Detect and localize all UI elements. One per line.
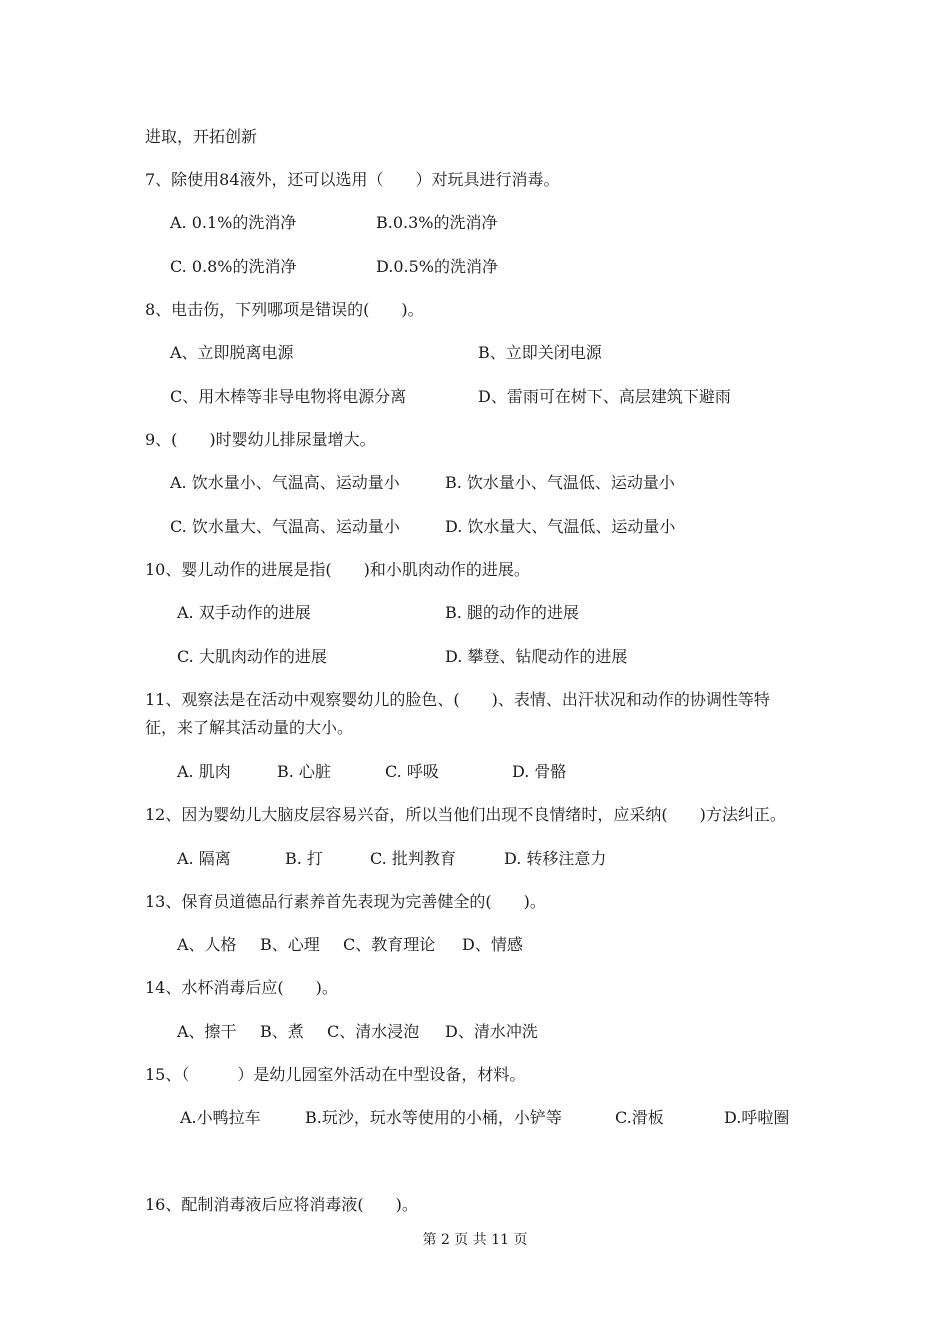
option-d: D.0.5%的洗消净	[376, 257, 498, 276]
option-d: D. 转移注意力	[504, 849, 607, 868]
option-a: A.小鸭拉车	[180, 1108, 261, 1127]
option-c: C. 呼吸	[385, 762, 439, 781]
option-a: A. 饮水量小、气温高、运动量小	[170, 473, 400, 492]
option-a: A. 0.1%的洗消净	[170, 213, 297, 232]
option-b: B. 饮水量小、气温低、运动量小	[445, 473, 675, 492]
option-d: D. 攀登、钻爬动作的进展	[445, 647, 628, 666]
option-d: D、雷雨可在树下、高层建筑下避雨	[478, 387, 731, 406]
option-a: A、立即脱离电源	[170, 343, 294, 362]
option-a: A. 肌肉	[177, 762, 231, 781]
option-c: C. 大肌肉动作的进展	[177, 647, 327, 666]
option-b: B、立即关闭电源	[478, 343, 602, 362]
option-d: D. 骨骼	[512, 762, 567, 781]
question-14: 14、水杯消毒后应( )。	[145, 978, 338, 997]
option-b: B.0.3%的洗消净	[376, 213, 498, 232]
option-b: B. 打	[285, 849, 323, 868]
question-11-continued: 征，来了解其活动量的大小。	[145, 718, 354, 737]
option-d: D、清水冲洗	[445, 1022, 538, 1041]
option-c: C、用木棒等非导电物将电源分离	[170, 387, 407, 406]
option-b: B、煮	[260, 1022, 304, 1041]
option-a: A、人格	[177, 935, 237, 954]
question-10: 10、婴儿动作的进展是指( )和小肌肉动作的进展。	[145, 560, 530, 579]
option-c: C. 饮水量大、气温高、运动量小	[170, 517, 400, 536]
option-d: D. 饮水量大、气温低、运动量小	[445, 517, 676, 536]
page-number-footer: 第 2 页 共 11 页	[422, 1232, 528, 1248]
question-15: 15、（ ）是幼儿园室外活动在中型设备，材料。	[145, 1065, 526, 1084]
option-c: C. 0.8%的洗消净	[170, 257, 297, 276]
question-9: 9、( )时婴幼儿排尿量增大。	[145, 430, 376, 449]
question-8: 8、电击伤，下列哪项是错误的( )。	[145, 300, 424, 319]
option-b: B. 心脏	[277, 762, 331, 781]
option-a: A、擦干	[177, 1022, 237, 1041]
option-d: D.呼啦圈	[724, 1108, 790, 1127]
option-c: C.滑板	[615, 1108, 664, 1127]
option-c: C、教育理论	[343, 935, 436, 954]
question-7: 7、除使用84液外，还可以选用（ ）对玩具进行消毒。	[145, 170, 560, 189]
option-a: A. 隔离	[177, 849, 231, 868]
question-12: 12、因为婴幼儿大脑皮层容易兴奋，所以当他们出现不良情绪时，应采纳( )方法纠正。	[145, 805, 786, 824]
option-c: C、清水浸泡	[327, 1022, 420, 1041]
continuation-text: 进取，开拓创新	[145, 127, 258, 146]
question-11: 11、观察法是在活动中观察婴幼儿的脸色、( )、表情、出汗状况和动作的协调性等特	[145, 690, 770, 709]
option-b: B、心理	[260, 935, 320, 954]
question-13: 13、保育员道德品行素养首先表现为完善健全的( )。	[145, 892, 546, 911]
question-16: 16、配制消毒液后应将消毒液( )。	[145, 1195, 418, 1214]
option-b: B.玩沙，玩水等使用的小桶，小铲等	[305, 1108, 562, 1127]
option-b: B. 腿的动作的进展	[445, 603, 579, 622]
option-a: A. 双手动作的进展	[177, 603, 311, 622]
option-d: D、情感	[462, 935, 523, 954]
option-c: C. 批判教育	[370, 849, 456, 868]
